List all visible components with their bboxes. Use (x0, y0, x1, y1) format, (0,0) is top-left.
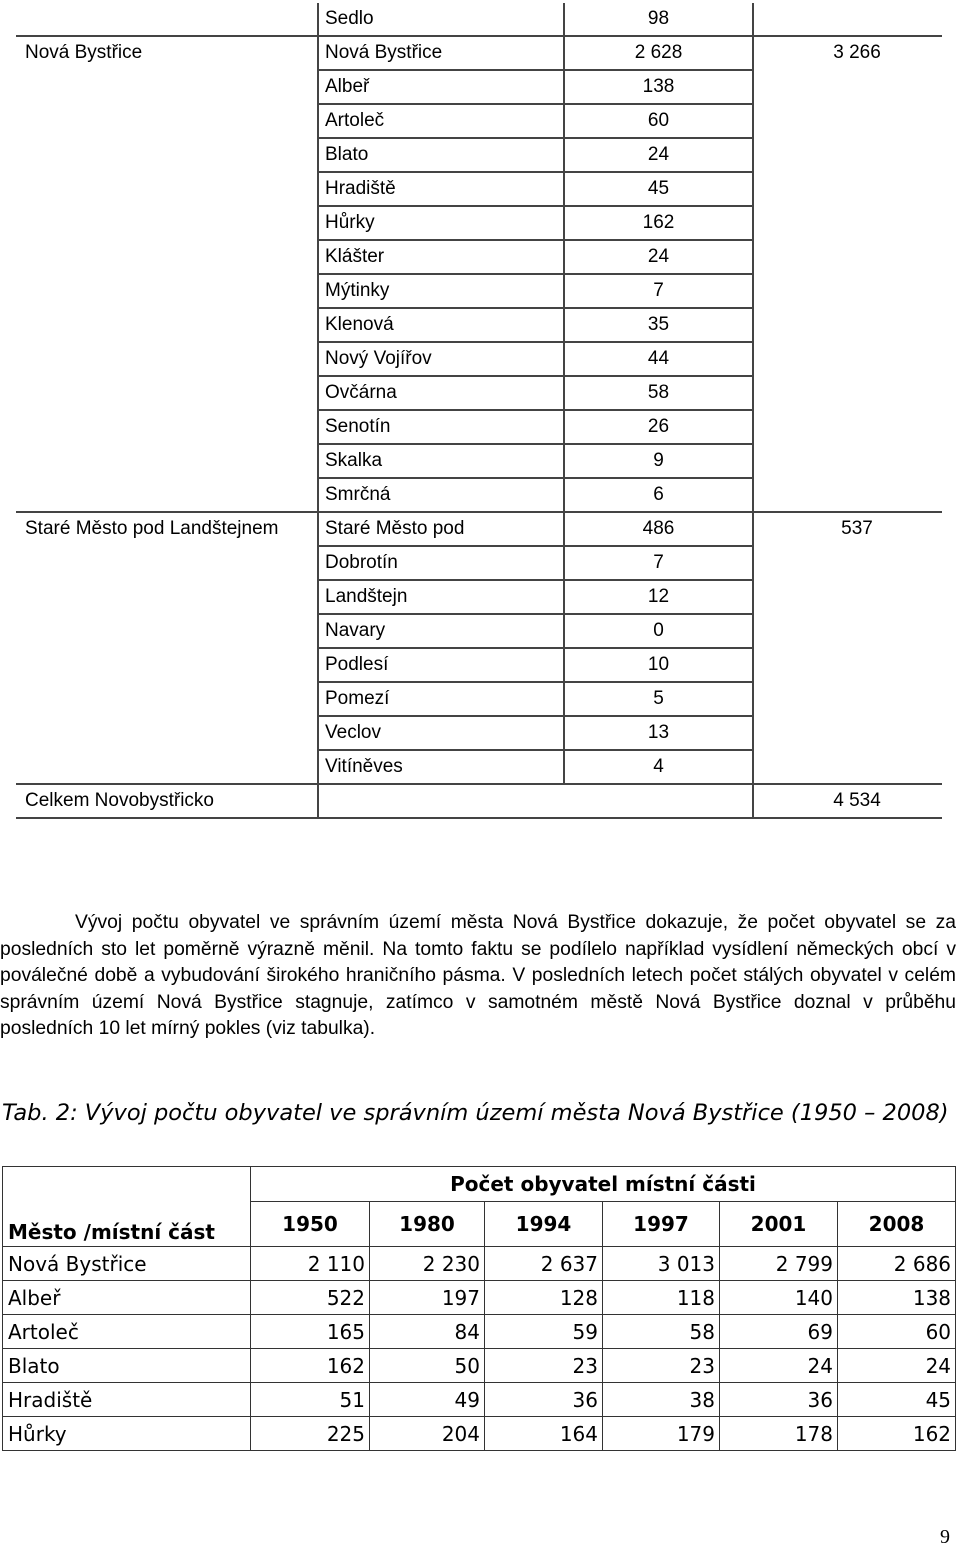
obce-row (17, 138, 941, 172)
obce-cell-cast: Staré Město pod (318, 512, 564, 546)
obce-cell-cast: Sedlo (318, 3, 564, 36)
obce-cell-cast: Podlesí (318, 648, 564, 682)
obce-cell-celkem (753, 308, 941, 342)
obce-row (17, 512, 941, 546)
obce-cell-pocet: 4 (564, 750, 753, 784)
obce-cell-obec (17, 546, 318, 580)
obce-cell-pocet: 486 (564, 512, 753, 546)
obce-cell-pocet: 2 628 (564, 36, 753, 70)
obce-cell-pocet: 9 (564, 444, 753, 478)
population-value: 36 (720, 1383, 838, 1417)
population-value: 2 799 (720, 1247, 838, 1281)
population-value: 69 (720, 1315, 838, 1349)
obce-cell-pocet: 45 (564, 172, 753, 206)
population-row (3, 1417, 956, 1451)
obce-cell-cast: Hůrky (318, 206, 564, 240)
obce-cell-celkem (753, 342, 941, 376)
obce-cell-celkem: 537 (753, 512, 941, 546)
obce-cell-celkem (753, 478, 941, 512)
obce-cell-pocet: 13 (564, 716, 753, 750)
obce-cell-cast: Nový Vojířov (318, 342, 564, 376)
year-header: 1994 (485, 1202, 603, 1247)
place-name: Blato (3, 1349, 251, 1383)
obce-cell-cast: Hradiště (318, 172, 564, 206)
place-name: Artoleč (3, 1315, 251, 1349)
obce-cell-cast: Albeř (318, 70, 564, 104)
population-value: 24 (720, 1349, 838, 1383)
population-value: 24 (838, 1349, 956, 1383)
population-value: 118 (603, 1281, 720, 1315)
population-value: 225 (251, 1417, 370, 1451)
obce-cell-celkem: 3 266 (753, 36, 941, 70)
obce-cell-pocet: 98 (564, 3, 753, 36)
obce-row (17, 104, 941, 138)
obce-cell-obec (17, 172, 318, 206)
obce-cell-obec (17, 716, 318, 750)
obce-cell-cast: Artoleč (318, 104, 564, 138)
population-value: 51 (251, 1383, 370, 1417)
obce-cell-celkem (753, 3, 941, 36)
population-history-table (2, 1166, 956, 1451)
obce-cell-celkem (753, 580, 941, 614)
total-label: Celkem Novobystřicko (17, 784, 318, 818)
obce-cell-obec (17, 648, 318, 682)
obce-cell-celkem (753, 614, 941, 648)
obce-cell-obec: Staré Město pod Landštejnem (17, 512, 318, 546)
obce-cell-obec (17, 342, 318, 376)
obce-cell-obec (17, 70, 318, 104)
obce-cell-obec (17, 410, 318, 444)
obce-cell-celkem (753, 172, 941, 206)
obce-row (17, 750, 941, 784)
obce-cell-cast: Nová Bystřice (318, 36, 564, 70)
obce-cell-pocet: 7 (564, 546, 753, 580)
population-row (3, 1383, 956, 1417)
obce-cell-celkem (753, 682, 941, 716)
obce-cell-cast: Vitíněves (318, 750, 564, 784)
obce-row (17, 410, 941, 444)
population-value: 49 (370, 1383, 485, 1417)
obce-cell-pocet: 26 (564, 410, 753, 444)
population-value: 179 (603, 1417, 720, 1451)
year-header: 1950 (251, 1202, 370, 1247)
obce-cell-obec (17, 308, 318, 342)
obce-cell-celkem (753, 648, 941, 682)
place-name: Hůrky (3, 1417, 251, 1451)
population-value: 2 110 (251, 1247, 370, 1281)
year-header: 2008 (838, 1202, 956, 1247)
obce-cell-obec (17, 580, 318, 614)
population-value: 522 (251, 1281, 370, 1315)
obce-cell-pocet: 6 (564, 478, 753, 512)
population-value: 50 (370, 1349, 485, 1383)
obce-cell-pocet: 58 (564, 376, 753, 410)
obce-row (17, 70, 941, 104)
obce-cell-obec (17, 682, 318, 716)
population-value: 59 (485, 1315, 603, 1349)
obce-cell-celkem (753, 750, 941, 784)
population-value: 140 (720, 1281, 838, 1315)
population-value: 2 230 (370, 1247, 485, 1281)
obce-cell-cast: Senotín (318, 410, 564, 444)
place-name: Albeř (3, 1281, 251, 1315)
obce-cell-obec (17, 104, 318, 138)
obce-cell-celkem (753, 546, 941, 580)
place-name: Nová Bystřice (3, 1247, 251, 1281)
obce-row (17, 172, 941, 206)
obce-cell-cast: Dobrotín (318, 546, 564, 580)
obce-cell-pocet: 60 (564, 104, 753, 138)
year-header: 1980 (370, 1202, 485, 1247)
population-value: 128 (485, 1281, 603, 1315)
obce-cell-obec (17, 478, 318, 512)
obce-cell-celkem (753, 716, 941, 750)
obce-cell-obec (17, 614, 318, 648)
obce-cell-obec (17, 138, 318, 172)
obce-row (17, 716, 941, 750)
obce-cell-celkem (753, 444, 941, 478)
obce-cell-cast: Skalka (318, 444, 564, 478)
obce-cell-celkem (753, 104, 941, 138)
population-value: 162 (251, 1349, 370, 1383)
population-value: 36 (485, 1383, 603, 1417)
obce-cell-pocet: 138 (564, 70, 753, 104)
obce-cell-celkem (753, 410, 941, 444)
obce-cell-pocet: 10 (564, 648, 753, 682)
obce-row (17, 682, 941, 716)
population-value: 197 (370, 1281, 485, 1315)
obce-cell-celkem (753, 240, 941, 274)
obce-cell-cast: Smrčná (318, 478, 564, 512)
population-value: 2 637 (485, 1247, 603, 1281)
table-caption: Tab. 2: Vývoj počtu obyvatel ve správním území města Nová Bystřice (1950 – 2008) (2, 1100, 949, 1126)
obce-row (17, 614, 941, 648)
population-value: 23 (485, 1349, 603, 1383)
obce-cell-obec (17, 750, 318, 784)
population-value: 45 (838, 1383, 956, 1417)
obce-cell-obec (17, 3, 318, 36)
obce-cell-celkem (753, 70, 941, 104)
obce-cell-cast: Navary (318, 614, 564, 648)
population-value: 162 (838, 1417, 956, 1451)
obce-cell-pocet: 44 (564, 342, 753, 376)
obce-cell-pocet: 24 (564, 138, 753, 172)
year-header: 1997 (603, 1202, 720, 1247)
obce-row (17, 274, 941, 308)
obce-cell-obec (17, 240, 318, 274)
population-paragraph: Vývoj počtu obyvatel ve správním území města Nová Bystřice dokazuje, že počet obyvatel se za posledních sto let poměrně výrazně měnil. Na tomto faktu se podílelo například vysídlení německých obcí v poválečné době a vybudování širokého hraničního pásma. V posledních letech počet stálých obyvatel v celém správním území Nová Bystřice stagnuje, zatímco v samotném městě Nová Bystřice doznal v průběhu posledních 10 let mírný pokles (viz tabulka). (0, 912, 956, 1039)
population-value: 58 (603, 1315, 720, 1349)
obce-cell-obec (17, 274, 318, 308)
obce-cell-celkem (753, 206, 941, 240)
population-value: 60 (838, 1315, 956, 1349)
population-value: 204 (370, 1417, 485, 1451)
obce-cell-celkem (753, 274, 941, 308)
name-column-header: Město /místní část (3, 1167, 251, 1247)
obce-row (17, 444, 941, 478)
obce-cell-pocet: 24 (564, 240, 753, 274)
obce-row (17, 3, 941, 36)
obce-cell-pocet: 35 (564, 308, 753, 342)
population-value: 2 686 (838, 1247, 956, 1281)
obce-cell-cast: Ovčárna (318, 376, 564, 410)
obce-row (17, 240, 941, 274)
obce-cell-obec (17, 444, 318, 478)
population-table-body (3, 1247, 956, 1451)
obce-row (17, 206, 941, 240)
obce-cell-pocet: 162 (564, 206, 753, 240)
obce-table-body (17, 3, 941, 818)
obce-cell-obec (17, 206, 318, 240)
obce-cell-cast: Veclov (318, 716, 564, 750)
population-value: 3 013 (603, 1247, 720, 1281)
year-header: 2001 (720, 1202, 838, 1247)
obce-row (17, 376, 941, 410)
obce-row (17, 478, 941, 512)
obce-cell-pocet: 5 (564, 682, 753, 716)
obce-cell-obec: Nová Bystřice (17, 36, 318, 70)
population-row (3, 1315, 956, 1349)
obce-total-row (17, 784, 941, 818)
obce-cell-celkem (753, 376, 941, 410)
population-value: 84 (370, 1315, 485, 1349)
obce-row (17, 580, 941, 614)
group-header: Počet obyvatel místní části (251, 1167, 956, 1202)
obce-cell-cast: Pomezí (318, 682, 564, 716)
obce-cell-cast: Klášter (318, 240, 564, 274)
total-value: 4 534 (753, 784, 941, 818)
obce-population-table (16, 3, 942, 819)
obce-cell-cast: Landštejn (318, 580, 564, 614)
obce-cell-cast: Klenová (318, 308, 564, 342)
obce-cell-pocet: 12 (564, 580, 753, 614)
obce-row (17, 546, 941, 580)
population-value: 178 (720, 1417, 838, 1451)
obce-cell-pocet: 7 (564, 274, 753, 308)
place-name: Hradiště (3, 1383, 251, 1417)
obce-cell-pocet: 0 (564, 614, 753, 648)
total-empty-cell (318, 784, 753, 818)
population-value: 23 (603, 1349, 720, 1383)
population-value: 164 (485, 1417, 603, 1451)
obce-cell-obec (17, 376, 318, 410)
obce-row (17, 342, 941, 376)
population-value: 138 (838, 1281, 956, 1315)
obce-cell-celkem (753, 138, 941, 172)
population-value: 165 (251, 1315, 370, 1349)
population-row (3, 1281, 956, 1315)
obce-row (17, 36, 941, 70)
population-table-head (3, 1167, 956, 1247)
population-value: 38 (603, 1383, 720, 1417)
population-row (3, 1349, 956, 1383)
obce-cell-cast: Blato (318, 138, 564, 172)
obce-row (17, 308, 941, 342)
obce-row (17, 648, 941, 682)
population-row (3, 1247, 956, 1281)
obce-cell-cast: Mýtinky (318, 274, 564, 308)
page-number: 9 (940, 1526, 950, 1548)
